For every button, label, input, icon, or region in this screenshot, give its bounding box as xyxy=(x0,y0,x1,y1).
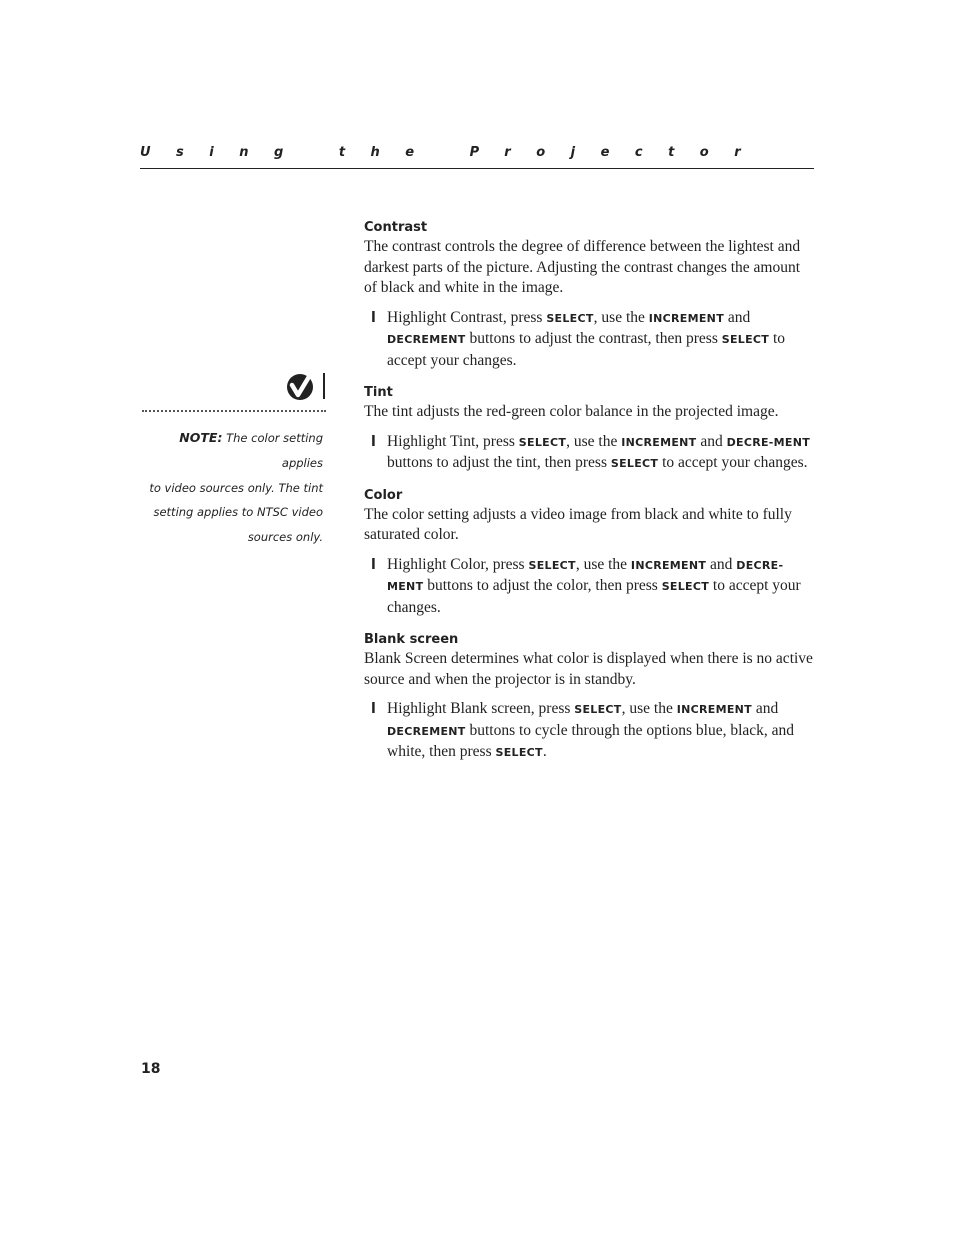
header-rule xyxy=(140,168,814,169)
key-decrement: DECRE-MENT xyxy=(387,558,784,593)
key-select: SELECT xyxy=(495,746,543,759)
section-contrast xyxy=(364,219,814,371)
step-blank-screen: l Highlight Blank screen, press SELECT, use the INCREMENT and DECREMENT buttons to cycle through the options blue, black, and white, then press SELECT. xyxy=(371,700,795,760)
note-line-1: NOTE: The color setting applies xyxy=(179,430,323,470)
note-line-4: sources only. xyxy=(247,530,323,545)
sidebar-note xyxy=(140,426,323,550)
section-color xyxy=(364,487,814,619)
checkmark-note-icon xyxy=(284,371,328,401)
section-tint xyxy=(364,384,814,475)
running-header: Using the Projector xyxy=(140,145,767,160)
key-increment: INCREMENT xyxy=(630,558,707,572)
page-number: 18 xyxy=(141,1061,161,1077)
bullet-marker: l xyxy=(371,433,376,450)
key-increment: INCREMENT xyxy=(648,311,724,325)
key-select: SELECT xyxy=(518,435,567,449)
step-contrast: l Highlight Contrast, press SELECT, use the INCREMENT and DECREMENT buttons to adjust the contrast, then press SELECT to accept your changes. xyxy=(371,308,786,369)
key-decrement: DECREMENT xyxy=(387,333,466,346)
bullet-marker: l xyxy=(371,309,376,326)
key-select: SELECT xyxy=(610,457,659,470)
section-body-tint: The tint adjusts the red-green color balance in the projected image. xyxy=(364,403,779,420)
section-title-blank-screen: Blank screen xyxy=(364,632,459,647)
note-line-3: setting applies to NTSC video xyxy=(153,505,323,520)
key-select: SELECT xyxy=(661,580,710,593)
section-title-contrast: Contrast xyxy=(364,220,428,235)
section-title-tint: Tint xyxy=(364,385,393,400)
key-increment: INCREMENT xyxy=(621,435,697,449)
step-tint: l Highlight Tint, press SELECT, use the INCREMENT and DECRE-MENT buttons to adjust the tint, then press SELECT to accept your changes. xyxy=(371,432,811,471)
section-body-blank-screen: Blank Screen determines what color is displayed when there is no active source and when the projector is in standby. xyxy=(364,650,813,688)
main-column xyxy=(364,219,814,764)
bullet-marker: l xyxy=(371,701,376,717)
section-body-color: The color setting adjusts a video image from black and white to fully saturated color. xyxy=(364,505,792,543)
key-decrement: DECREMENT xyxy=(387,724,466,738)
bullet-marker: l xyxy=(371,556,376,573)
note-label: NOTE: xyxy=(179,430,223,445)
key-select: SELECT xyxy=(721,333,770,346)
key-select: SELECT xyxy=(528,558,576,572)
key-decrement: DECRE-MENT xyxy=(726,435,811,449)
step-color: l Highlight Color, press SELECT, use the INCREMENT and DECRE-MENT buttons to adjust the color, then press SELECT to accept your changes. xyxy=(371,555,801,616)
section-body-contrast: The contrast controls the degree of difference between the lightest and darkest parts of the picture. Adjusting the contrast changes the amount of black and white in the image. xyxy=(364,238,801,296)
note-divider xyxy=(142,410,326,412)
key-select: SELECT xyxy=(546,311,594,325)
section-title-color: Color xyxy=(364,487,403,503)
key-increment: INCREMENT xyxy=(676,703,752,716)
note-line-2: to video sources only. The tint xyxy=(149,480,323,495)
section-blank-screen xyxy=(364,631,814,764)
key-select: SELECT xyxy=(574,703,622,716)
